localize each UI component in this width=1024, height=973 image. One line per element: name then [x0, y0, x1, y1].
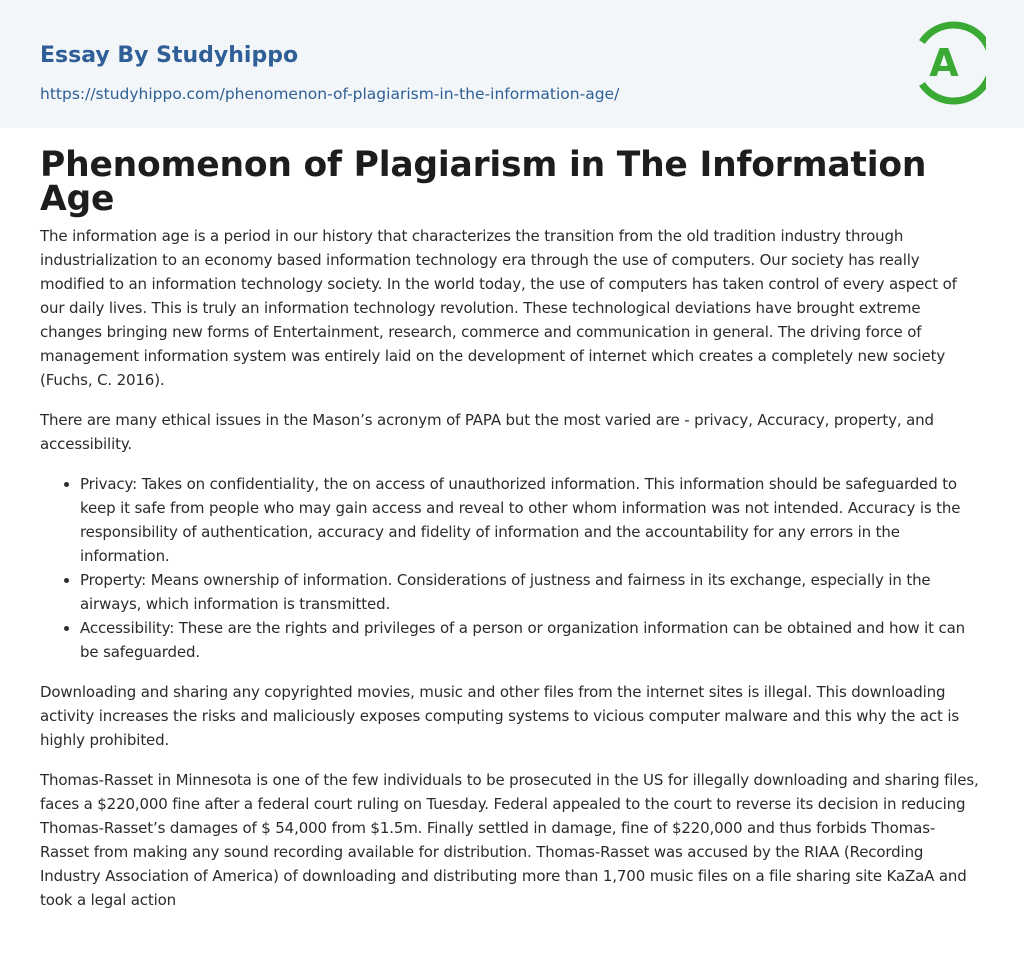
- studyhippo-logo-icon[interactable]: [914, 18, 986, 108]
- papa-list: [40, 472, 984, 664]
- list-item-property: • Property: Means ownership of information. Considerations of justness and fairness in its exchange, especially in the airways, which information is transmitted.: [80, 568, 984, 616]
- article-body: [0, 128, 1024, 912]
- paragraph-ethical-issues: There are many ethical issues in the Mason’s acronym of PAPA but the most varied are - privacy, Accuracy, property, and accessibility.: [40, 411, 934, 453]
- article-title: Phenomenon of Plagiarism in The Information Age: [40, 145, 927, 219]
- list-item-accessibility: • Accessibility: These are the rights and privileges of a person or organization information can be obtained and how it can be safeguarded.: [80, 616, 984, 664]
- site-header: [0, 0, 1024, 128]
- paragraph-downloading: Downloading and sharing any copyrighted movies, music and other files from the internet sites is illegal. This downloading activity increases the risks and maliciously exposes computing systems to vicious computer malware and this why the act is highly prohibited.: [40, 683, 960, 749]
- paragraph-thomas-rasset: Thomas-Rasset in Minnesota is one of the few individuals to be prosecuted in the US for illegally downloading and sharing files, faces a $220,000 fine after a federal court ruling on Tuesday. Federal appealed to the court to reverse its decision in reducing Thomas-Rasset’s damages of $ 54,000 from $1.5m. Finally settled in damage, fine of $220,000 and thus forbids Thomas-Rasset from making any sound recording available for distribution. Thomas-Rasset was accused by the RIAA (Recording Industry Association of America) of downloading and distributing more than 1,700 music files on a file sharing site KaZaA and took a legal action: [40, 771, 979, 909]
- brand-title[interactable]: Essay By Studyhippo: [40, 43, 299, 68]
- paragraph-intro: The information age is a period in our history that characterizes the transition from the old tradition industry through industrialization to an economy based information technology era through the use of computers. Our society has really modified to an information technology society. In the world today, the use of computers has taken control of every aspect of our daily lives. This is truly an information technology revolution. These technological deviations have brought extreme changes bringing new forms of Entertainment, research, commerce and communication in general. The driving force of management information system was entirely laid on the development of internet which creates a completely new society (Fuchs, C. 2016).: [40, 227, 957, 389]
- source-url-link[interactable]: https://studyhippo.com/phenomenon-of-plagiarism-in-the-information-age/: [40, 85, 620, 103]
- logo-letter: A: [929, 41, 959, 85]
- list-item-privacy: • Privacy: Takes on confidentiality, the on access of unauthorized information. This information should be safeguarded to keep it safe from people who may gain access and reveal to other whom information was not intended. Accuracy is the responsibility of authentication, accuracy and fidelity of information and the accountability for any errors in the information.: [80, 472, 984, 568]
